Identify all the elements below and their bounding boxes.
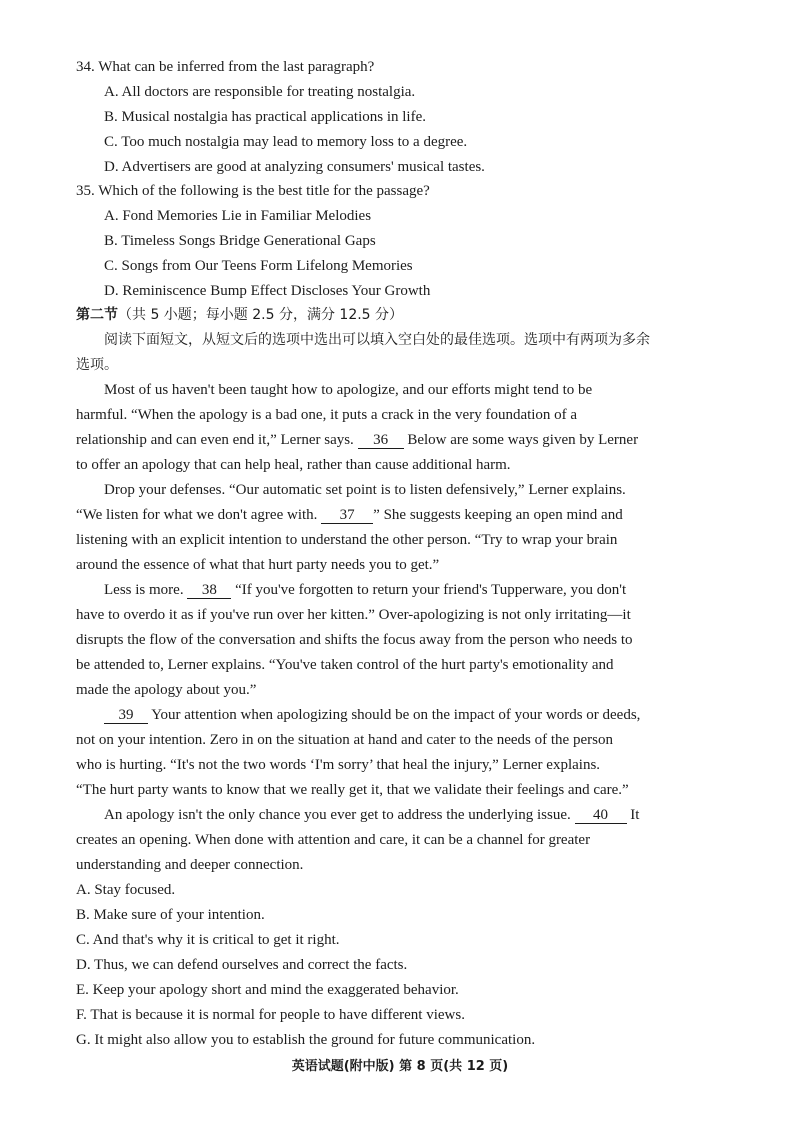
choice-c: C. And that's why it is critical to get it right.	[76, 932, 340, 948]
section-heading: 第二节	[76, 307, 118, 323]
choice-b: B. Make sure of your intention.	[76, 907, 265, 923]
question-34-option-b: B. Musical nostalgia has practical applications in life.	[104, 109, 426, 125]
choice-a: A. Stay focused.	[76, 882, 176, 898]
passage-p1-line1: Most of us haven't been taught how to apologize, and our efforts might tend to be	[104, 382, 593, 398]
passage-p1-line4: to offer an apology that can help heal, rather than cause additional harm.	[76, 457, 511, 473]
passage-p3-line3: disrupts the flow of the conversation and shifts the focus away from the person who needs to	[76, 632, 633, 648]
passage-p3-line4: be attended to, Lerner explains. “You've taken control of the hurt party's emotionality and	[76, 657, 614, 673]
question-35-option-b: B. Timeless Songs Bridge Generational Gaps	[104, 233, 376, 249]
choice-e: E. Keep your apology short and mind the exaggerated behavior.	[76, 982, 459, 998]
question-34-option-c: C. Too much nostalgia may lead to memory loss to a degree.	[104, 134, 468, 150]
section-heading-row	[76, 305, 403, 325]
passage-p1-line3: relationship and can even end it,” Lerner says. 36 Below are some ways given by Lerner	[76, 432, 639, 448]
question-34-option-d: D. Advertisers are good at analyzing consumers' musical tastes.	[104, 159, 485, 175]
section-instruction-line2: 选项。	[76, 357, 118, 373]
passage-p4-line1: 39 Your attention when apologizing should be on the impact of your words or deeds,	[104, 705, 640, 725]
question-34-option-a: A. All doctors are responsible for treating nostalgia.	[104, 84, 416, 100]
passage-p3-line2: have to overdo it as if you've run over her kitten.” Over-apologizing is not only irritating—it	[76, 607, 631, 623]
question-35-option-c: C. Songs from Our Teens Form Lifelong Memories	[104, 258, 413, 274]
passage-p1-line2: harmful. “When the apology is a bad one, it puts a crack in the very foundation of a	[76, 407, 578, 423]
choice-d: D. Thus, we can defend ourselves and correct the facts.	[76, 957, 408, 973]
passage-p2-line4: around the essence of what that hurt party needs you to get.”	[76, 557, 440, 573]
choice-f: F. That is because it is normal for people to have different views.	[76, 1007, 465, 1023]
question-35-option-d: D. Reminiscence Bump Effect Discloses Your Growth	[104, 283, 431, 299]
passage-p3-line1: Less is more. 38 “If you've forgotten to return your friend's Tupperware, you don't	[104, 582, 627, 598]
passage-p2-line2: “We listen for what we don't agree with. 37 ” She suggests keeping an open mind and	[76, 507, 623, 523]
passage-p4-line3: who is hurting. “It's not the two words ‘I'm sorry’ that heal the injury,” Lerner explains.	[76, 757, 601, 773]
passage-p4-line4: “The hurt party wants to know that we really get it, that we validate their feelings and care.”	[76, 782, 629, 798]
passage-p5-line2: creates an opening. When done with attention and care, it can be a channel for greater	[76, 832, 591, 848]
passage-p3-line5: made the apology about you.”	[76, 682, 257, 698]
passage-p5-line3: understanding and deeper connection.	[76, 857, 304, 873]
blank-36: 36	[358, 432, 404, 449]
question-34-stem: 34. What can be inferred from the last paragraph?	[76, 59, 375, 75]
page-footer: 英语试题(附中版) 第 8 页(共 12 页)	[291, 1059, 509, 1074]
section-heading-note: （共 5 小题；每小题 2.5 分，满分 12.5 分）	[118, 307, 404, 323]
choice-g: G. It might also allow you to establish the ground for future communication.	[76, 1032, 536, 1048]
question-35-option-a: A. Fond Memories Lie in Familiar Melodies	[104, 208, 372, 224]
passage-p2-line1: Drop your defenses. “Our automatic set point is to listen defensively,” Lerner explains.	[104, 482, 626, 498]
section-instruction-line1: 阅读下面短文，从短文后的选项中选出可以填入空白处的最佳选项。选项中有两项为多余	[104, 332, 650, 348]
blank-40: 40	[575, 807, 627, 824]
passage-p2-line3: listening with an explicit intention to understand the other person. “Try to wrap your brain	[76, 532, 618, 548]
blank-39: 39	[104, 707, 148, 724]
passage-p5-line1: An apology isn't the only chance you ever get to address the underlying issue. 40 It	[104, 807, 640, 823]
blank-37: 37	[321, 507, 373, 524]
blank-38: 38	[187, 582, 231, 599]
question-35-stem: 35. Which of the following is the best title for the passage?	[76, 183, 430, 199]
passage-p4-line2: not on your intention. Zero in on the situation at hand and cater to the needs of the person	[76, 732, 613, 748]
